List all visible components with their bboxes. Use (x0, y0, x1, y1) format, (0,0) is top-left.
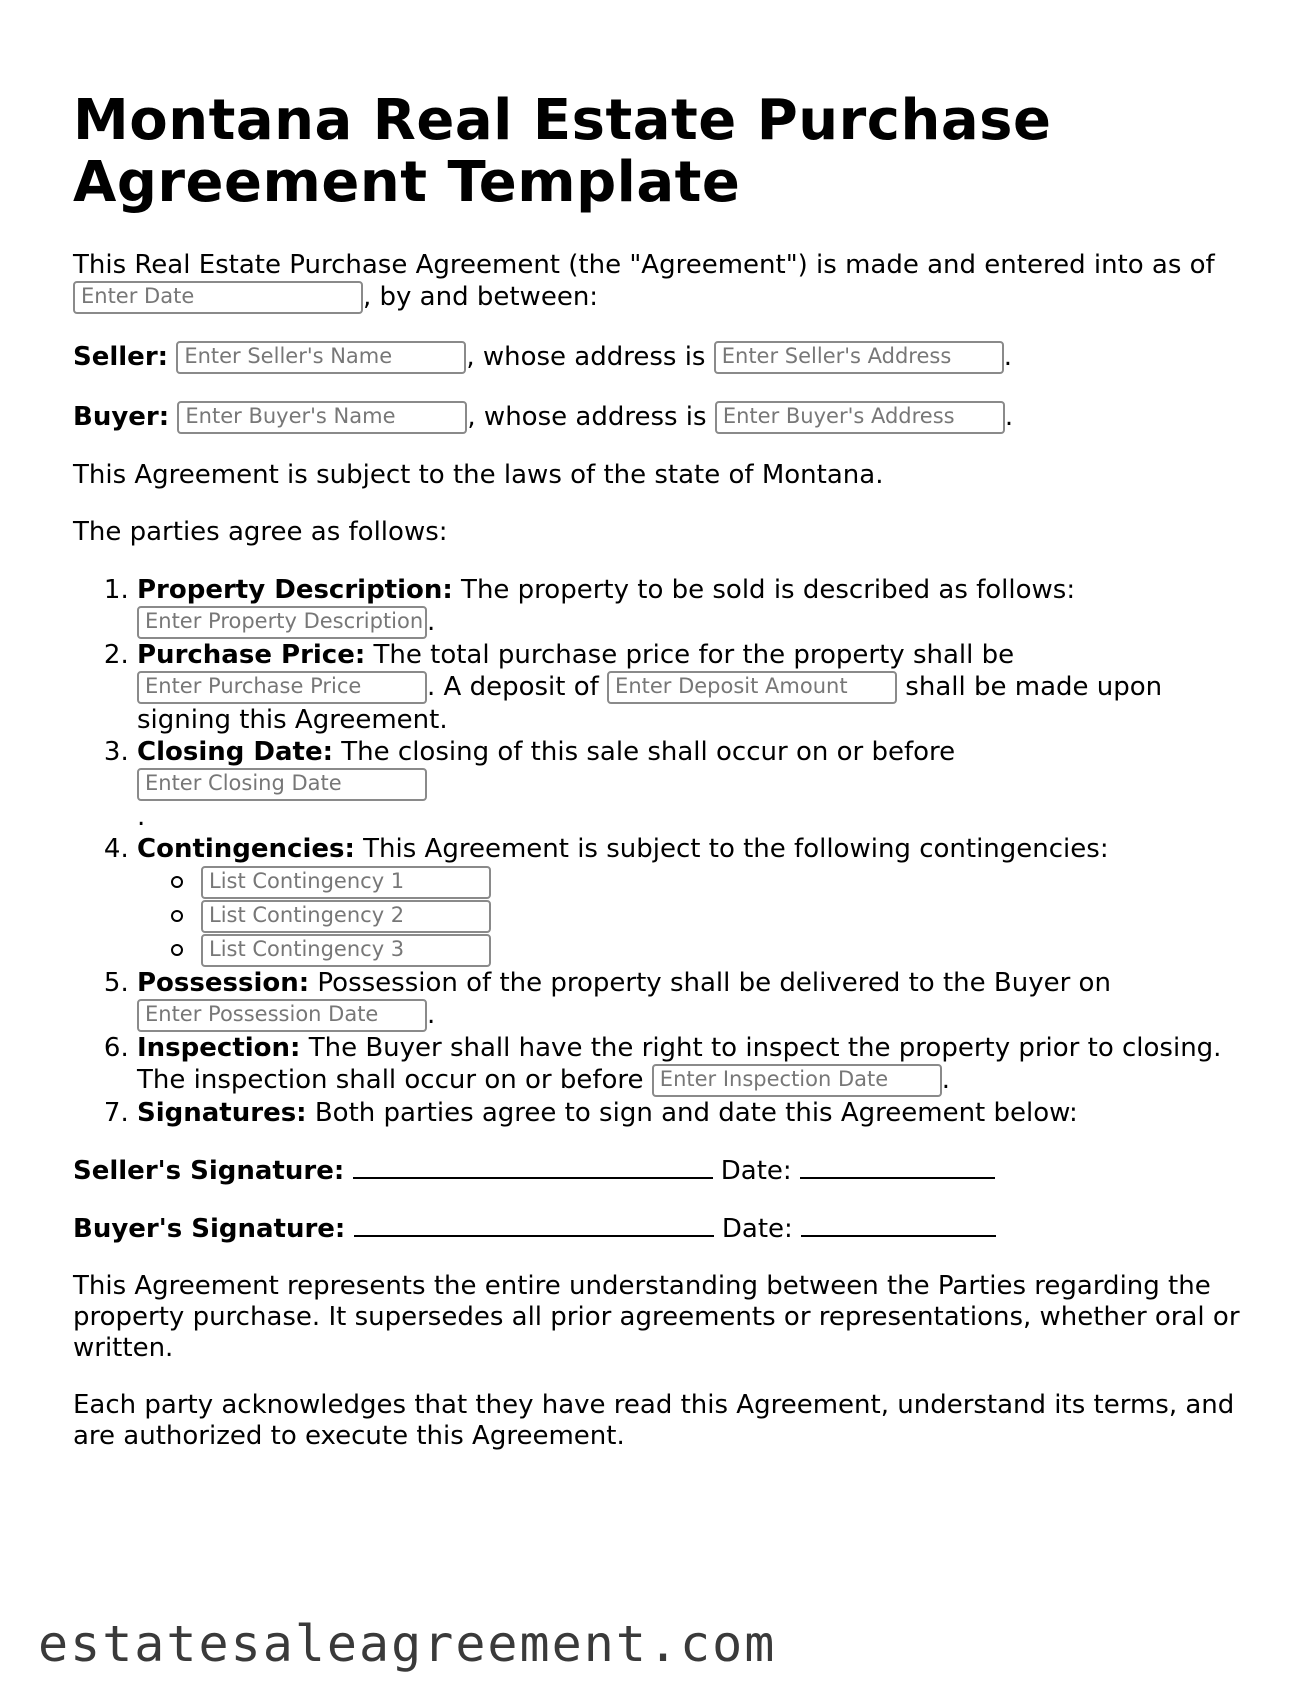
seller-label: Seller: (73, 342, 169, 372)
bullet-circle-icon (171, 910, 183, 922)
buyer-line (73, 400, 1253, 434)
contingency-2-field[interactable]: List Contingency 2 (201, 900, 491, 933)
inspection-label: Inspection: (137, 1033, 301, 1063)
intro-text-after: , by and between: (363, 282, 599, 312)
signatures-text: Both parties agree to sign and date this Agreement below: (306, 1098, 1078, 1128)
intro-text: This Real Estate Purchase Agreement (the "Agreement") is made and entered into as of (73, 250, 1215, 280)
agreement-date-field[interactable]: Enter Date (73, 281, 363, 314)
seller-signature-label: Seller's Signature: (73, 1156, 345, 1186)
contingency-list (137, 865, 1253, 967)
term-signatures (137, 1097, 1253, 1129)
contingency-3-field[interactable]: List Contingency 3 (201, 934, 491, 967)
intro-paragraph (73, 250, 1253, 314)
seller-address-text: , whose address is (466, 342, 706, 372)
seller-line (73, 340, 1253, 374)
term-inspection (137, 1032, 1253, 1097)
contingency-1-field[interactable]: List Contingency 1 (201, 866, 491, 899)
purchase-price-field[interactable]: Enter Purchase Price (137, 671, 427, 704)
term-closing (137, 736, 1253, 833)
seller-name-field[interactable]: Enter Seller's Name (176, 341, 466, 374)
closing-text: The closing of this sale shall occur on or before (333, 737, 956, 767)
price-end: shall be made upon signing this Agreement. (137, 672, 1163, 735)
bullet-circle-icon (171, 876, 183, 888)
buyer-signature-line (73, 1213, 1253, 1245)
inspection-text: The Buyer shall have the right to inspect the property prior to closing. The inspection shall occur on or before (137, 1033, 1222, 1095)
property-description-field[interactable]: Enter Property Description (137, 606, 427, 639)
deposit-text: . A deposit of (427, 672, 599, 702)
property-end: . (427, 607, 436, 637)
buyer-date-blank[interactable] (801, 1213, 996, 1237)
signatures-label: Signatures: (137, 1098, 307, 1128)
seller-date-blank[interactable] (800, 1155, 995, 1179)
term-possession (137, 967, 1253, 1032)
seller-signature-blank[interactable] (353, 1155, 713, 1179)
buyer-name-field[interactable]: Enter Buyer's Name (177, 401, 467, 434)
possession-date-field[interactable]: Enter Possession Date (137, 999, 427, 1032)
buyer-label: Buyer: (73, 402, 170, 432)
property-label: Property Description: (137, 575, 453, 605)
seller-line-end: . (1003, 342, 1013, 372)
page-title: Montana Real Estate Purchase Agreement Template (73, 88, 1052, 215)
buyer-line-end: . (1004, 402, 1014, 432)
buyer-date-label: Date: (721, 1214, 793, 1244)
closing-date-field[interactable]: Enter Closing Date (137, 768, 427, 801)
term-property (137, 574, 1253, 639)
inspection-end: . (941, 1065, 951, 1095)
contingencies-label: Contingencies: (137, 834, 355, 864)
deposit-amount-field[interactable]: Enter Deposit Amount (607, 671, 897, 704)
terms-list (73, 574, 1253, 1129)
term-contingencies (137, 833, 1253, 967)
seller-address-field[interactable]: Enter Seller's Address (714, 341, 1004, 374)
agree-statement: The parties agree as follows: (73, 517, 448, 547)
document-page (73, 90, 1253, 1478)
closing-label: Closing Date: (137, 737, 334, 767)
possession-text: Possession of the property shall be delivered to the Buyer on (309, 968, 1111, 998)
buyer-address-text: , whose address is (467, 402, 707, 432)
brand-watermark: estatesaleagreement.com (38, 1615, 777, 1673)
seller-signature-line (73, 1155, 1253, 1187)
possession-label: Possession: (137, 968, 310, 998)
acknowledgement-paragraph: Each party acknowledges that they have read this Agreement, understand its terms, and are authorized to execute this Agreement. (73, 1390, 1235, 1451)
term-price (137, 639, 1253, 736)
law-statement: This Agreement is subject to the laws of the state of Montana. (73, 460, 884, 490)
contingencies-text: This Agreement is subject to the following contingencies: (354, 834, 1109, 864)
buyer-signature-label: Buyer's Signature: (73, 1214, 346, 1244)
buyer-signature-blank[interactable] (354, 1213, 714, 1237)
entire-understanding-paragraph: This Agreement represents the entire understanding between the Parties regarding the property purchase. It supersedes all prior agreements or representations, whether oral or written. (73, 1271, 1240, 1363)
buyer-address-field[interactable]: Enter Buyer's Address (715, 401, 1005, 434)
price-label: Purchase Price: (137, 640, 366, 670)
list-item (137, 899, 1253, 933)
inspection-date-field[interactable]: Enter Inspection Date (652, 1064, 942, 1097)
list-item (137, 933, 1253, 967)
possession-end: . (427, 1000, 436, 1030)
bullet-circle-icon (171, 944, 183, 956)
list-item (137, 865, 1253, 899)
seller-date-label: Date: (720, 1156, 792, 1186)
price-text: The total purchase price for the property shall be (365, 640, 1015, 670)
property-text: The property to be sold is described as follows: (452, 575, 1076, 605)
closing-end: . (137, 802, 146, 832)
